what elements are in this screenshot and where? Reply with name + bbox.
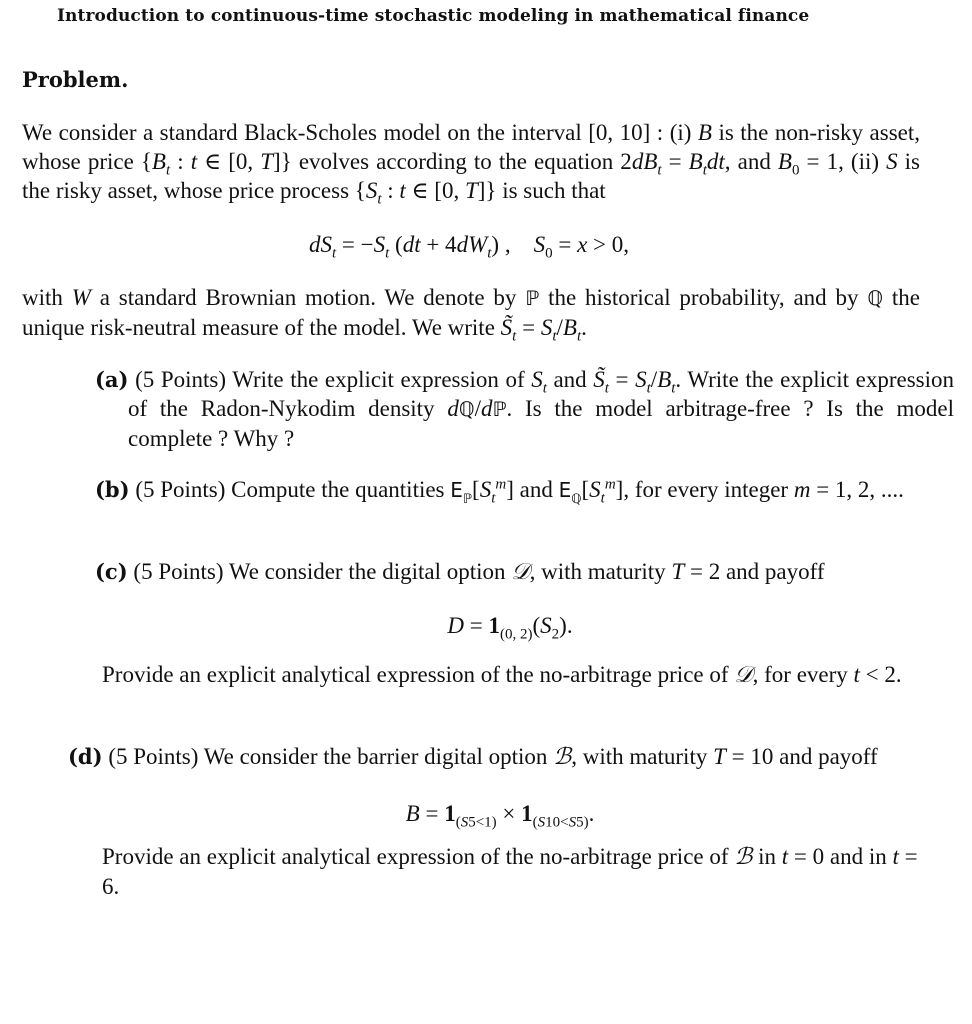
part-a: (a) (5 Points) Write the explicit expression of $S_t$ and $S̃_t = S_t/B_t$. Write the explicit expression of the Radon-Nykodim density dℚ/dℙ. Is the model arbitrage-free ? Is the model complete ? Why ? [95,367,955,451]
part-b: (b) (5 Points) Compute the quantities $E_ℙ[S_t^m]$ and $E_ℚ[S_t^m]$, for every integer m = 1, 2, .... [95,476,904,507]
part-d: (d) (5 Points) We consider the barrier digital option ℬ, with maturity T = 10 and payoff [68,744,878,770]
part-d-question: Provide an explicit analytical expression of the no-arbitrage price of ℬ in t = 0 and in t = 6. [102,844,918,899]
sde-equation: $dS_t = -S_t$ $(dt + 4dW_t)$ , $S_0 = x > 0$, [308,232,630,262]
page-title: Introduction to continuous-time stochastic modeling in mathematical finance [57,6,810,26]
problem-heading: Problem. [22,67,129,92]
part-d-label: (d) [68,744,103,769]
part-c-payoff: $D = 1_{(0, 2)}(S_2)$. [447,613,573,643]
part-c-label: (c) [95,559,128,584]
part-c: (c) (5 Points) We consider the digital option 𝒟, with maturity T = 2 and payoff [95,559,825,585]
part-d-payoff: $B = 1_{(S5<1)} \times 1_{(S10<S5)}$. [405,801,595,831]
after-paragraph: with W a standard Brownian motion. We denote by ℙ the historical probability, and by ℚ the unique risk-neutral measure of the model. We write $S̃_t = S_t/B_t$. [22,285,920,345]
part-c-question: Provide an explicit analytical expression of the no-arbitrage price of 𝒟, for every t < 2. [102,662,902,688]
intro-paragraph: We consider a standard Black-Scholes model on the interval [0, 10] : (i) B is the non-risky asset, whose price {$B_t$ : t ∈ [0, T]} evolves according to the equation $2dB_t = B_tdt$, and $B_0 = 1$, (ii) S is the risky asset, whose price process {$S_t$ : t ∈ [0, T]} is such that [22,120,921,208]
part-b-label: (b) [95,477,130,502]
part-a-label: (a) [95,367,129,392]
